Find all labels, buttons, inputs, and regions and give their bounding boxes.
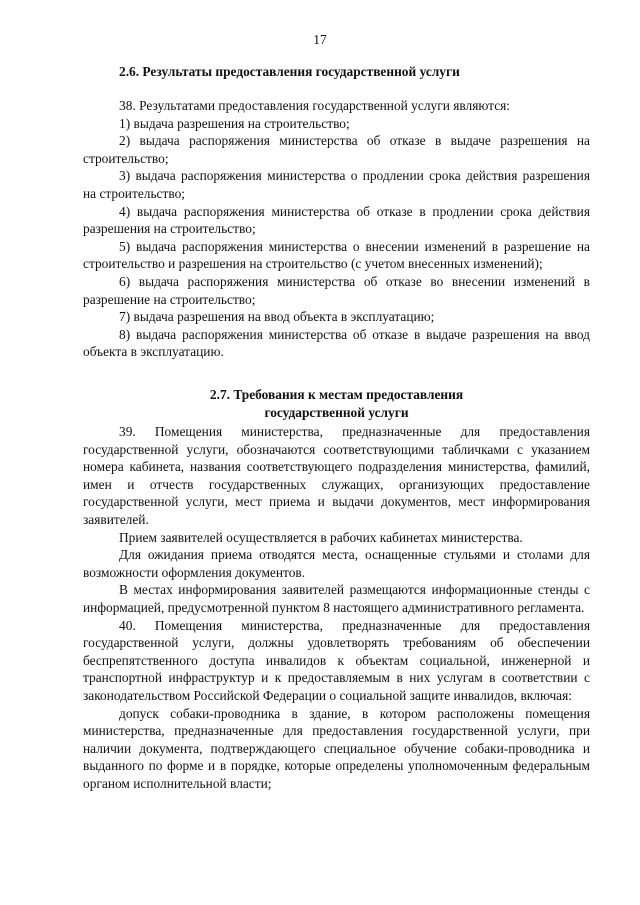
section-2-7-body [83, 423, 590, 792]
list-item: 8) выдача распоряжения министерства об отказе в выдаче разрешения на ввод объекта в эксплуатацию. [83, 326, 590, 360]
page-number: 17 [313, 32, 327, 47]
paragraph: 38. Результатами предоставления государственной услуги являются: [119, 98, 511, 113]
paragraph: Прием заявителей осуществляется в рабочих кабинетах министерства. [119, 529, 523, 545]
list-item: 1) выдача разрешения на строительство; [119, 115, 350, 131]
list-item: 2) выдача распоряжения министерства об отказе в выдаче разрешения на строительство; [83, 133, 590, 166]
paragraph: 39. Помещения министерства, предназначенные для предоставления государственной услуги, обозначаются соответствующими табличками с указанием номера кабинета, названия соответствующего подразделения министерства, фамилий, имен и отчеств государственных служащих, организующих предоставление государственной услуги, мест приема и выдачи документов, мест информирования заявителей. [83, 424, 590, 527]
paragraph: 40. Помещения министерства, предназначенные для предоставления государственной услуги, должны удовлетворять требованиям об обеспечении беспрепятственного доступа инвалидов к объектам социальной, инженерной и транспортной инфраструктур и к предоставляемым в них услугам в соответствии с законодательством Российской Федерации о социальной защите инвалидов, включая: [83, 617, 590, 703]
paragraph: В местах информирования заявителей размещаются информационные стенды с информацией, предусмотренной пунктом 8 настоящего административного регламента. [83, 582, 590, 615]
section-2-7-title [83, 386, 590, 421]
list-item: 5) выдача распоряжения министерства о внесении изменений в разрешение на строительство и разрешения на строительство (с учетом внесенных изменений); [83, 238, 590, 272]
paragraph: Для ожидания приема отводятся места, оснащенные стульями и столами для возможности оформления документов. [83, 547, 590, 580]
section-2-6-title: 2.6. Результаты предоставления государственной услуги [119, 64, 460, 79]
list-item: 6) выдача распоряжения министерства об отказе во внесении изменений в разрешение на строительство; [83, 273, 590, 307]
paragraph: допуск собаки-проводника в здание, в котором расположены помещения министерства, предназначенные для предоставления государственной услуги, при наличии документа, подтверждающего специальное обучение собаки-проводника и выданного по форме и в порядке, которые определены уполномоченным федеральным органом исполнительной власти; [83, 705, 590, 791]
section-2-7-title-line1: 2.7. Требования к местам предоставления [209, 387, 464, 402]
list-item: 3) выдача распоряжения министерства о продлении срока действия разрешения на строительство; [83, 168, 590, 201]
list-item: 4) выдача распоряжения министерства об отказе в продлении срока действия разрешения на строительство; [83, 203, 590, 237]
section-2-7-title-line2: государственной услуги [264, 404, 409, 420]
list-item: 7) выдача разрешения на ввод объекта в эксплуатацию; [119, 309, 435, 325]
section-2-6-body [83, 97, 590, 361]
